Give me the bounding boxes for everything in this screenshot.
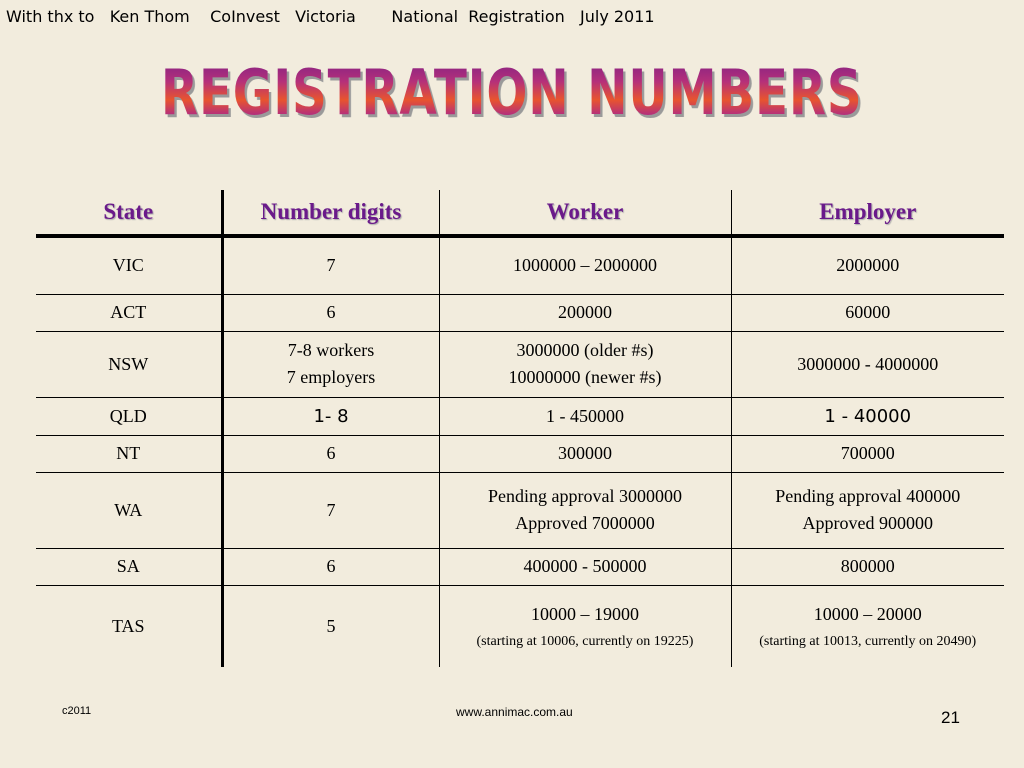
- cell-line: Approved 900000: [802, 513, 933, 533]
- table-row-nsw: [36, 331, 1004, 397]
- cell-line: 7 employers: [286, 367, 376, 387]
- cell-worker: [439, 585, 731, 667]
- cell-digits: 7: [222, 472, 439, 548]
- column-header-worker: Worker: [439, 190, 731, 236]
- cell-state: WA: [36, 472, 222, 548]
- table-row-nt: [36, 435, 1004, 472]
- table-row-tas: [36, 585, 1004, 667]
- cell-digits: 7: [222, 236, 439, 294]
- cell-worker: [439, 331, 731, 397]
- cell-employer: [731, 585, 1004, 667]
- column-header-employer: Employer: [731, 190, 1004, 236]
- cell-line: 7-8 workers: [287, 340, 375, 360]
- cell-digits: 6: [222, 294, 439, 331]
- title-container: [0, 56, 1024, 129]
- table-row-wa: [36, 472, 1004, 548]
- table-row-act: [36, 294, 1004, 331]
- cell-worker: 400000 - 500000: [439, 548, 731, 585]
- table-header-row: [36, 190, 1004, 236]
- cell-line: Approved 7000000: [515, 513, 655, 533]
- footer-website: www.annimac.com.au: [456, 705, 573, 719]
- table-row-vic: [36, 236, 1004, 294]
- cell-employer: 60000: [731, 294, 1004, 331]
- column-header-number-digits: Number digits: [222, 190, 439, 236]
- cell-note: (starting at 10006, currently on 19225): [476, 634, 694, 650]
- table-row-sa: [36, 548, 1004, 585]
- footer-page-number: 21: [941, 708, 960, 727]
- cell-state: QLD: [36, 397, 222, 435]
- cell-worker: 1000000 – 2000000: [439, 236, 731, 294]
- cell-note: (starting at 10013, currently on 20490): [759, 634, 977, 650]
- cell-line: 10000 – 20000: [813, 604, 922, 625]
- cell-worker: 300000: [439, 435, 731, 472]
- cell-worker: 1 - 450000: [439, 397, 731, 435]
- cell-employer: 800000: [731, 548, 1004, 585]
- table-row-qld: [36, 397, 1004, 435]
- cell-employer: 700000: [731, 435, 1004, 472]
- cell-worker: 200000: [439, 294, 731, 331]
- cell-line: Pending approval 3000000: [488, 486, 682, 506]
- cell-digits: 1- 8: [222, 397, 439, 435]
- cell-employer: 2000000: [836, 255, 900, 276]
- cell-state: TAS: [36, 585, 222, 667]
- cell-worker: [439, 472, 731, 548]
- page-title: REGISTRATION NUMBERS: [161, 56, 863, 129]
- cell-employer: 3000000 - 4000000: [731, 331, 1004, 397]
- cell-line: Pending approval 400000: [775, 486, 961, 506]
- cell-line: 10000000 (newer #s): [508, 367, 662, 387]
- cell-state: VIC: [36, 236, 222, 294]
- cell-digits: 5: [222, 585, 439, 667]
- cell-employer: [731, 472, 1004, 548]
- cell-state: ACT: [36, 294, 222, 331]
- cell-line: 3000000 (older #s): [516, 340, 654, 360]
- cell-line: 10000 – 19000: [531, 604, 639, 625]
- cell-digits: 6: [222, 435, 439, 472]
- cell-digits: 6: [222, 548, 439, 585]
- cell-state: NT: [36, 435, 222, 472]
- header-credit: With thx to Ken Thom CoInvest Victoria National Registration July 2011: [6, 7, 655, 26]
- registration-table: [36, 190, 1004, 667]
- cell-state: SA: [36, 548, 222, 585]
- cell-employer: 1 - 40000: [731, 397, 1004, 435]
- footer-copyright: c2011: [62, 705, 92, 717]
- cell-digits: [222, 331, 439, 397]
- cell-state: NSW: [36, 331, 222, 397]
- column-header-state: State: [36, 190, 222, 236]
